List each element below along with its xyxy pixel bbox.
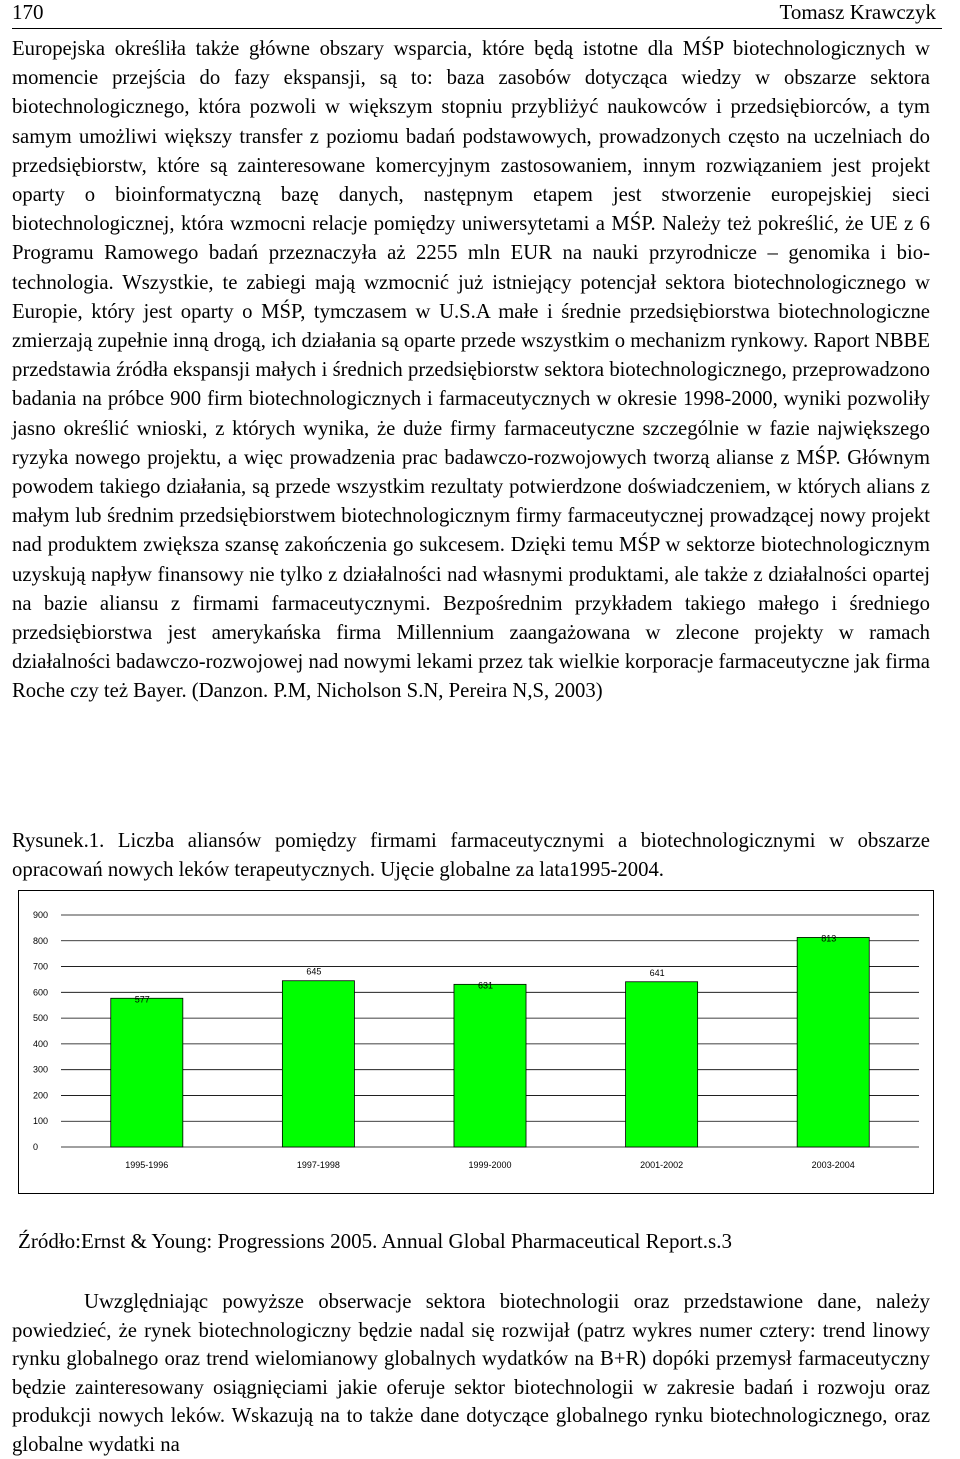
page-header <box>12 0 942 29</box>
y-tick-label: 300 <box>33 1064 49 1075</box>
y-tick-label: 0 <box>33 1142 39 1152</box>
bar-chart <box>18 890 934 1194</box>
bar <box>626 982 698 1147</box>
x-tick-label: 2001-2002 <box>640 1160 684 1170</box>
x-tick-label: 1999-2000 <box>468 1160 512 1170</box>
body-paragraph: Uwzględniając powyższe obserwacje sektora biotechnologii oraz przedstawione dane, należy powiedzieć, że rynek biotechnologiczny będzie nadal się rozwijał (patrz wykres numer cztery: trend linowy rynku globalnego oraz trend wielomianowy globalnych wydatków na B+R) dopóki przemysł farmaceutyczny będzie zainteresowany osiągnięciami jakie oferuje sektor biotechnologii w zakresie badań i rozwoju oraz produkcji nowych leków. Wskazują na to także dane dotyczące globalnego rynku biotechnologicznego, oraz globalne wydatki na <box>12 1291 930 1456</box>
y-tick-label: 400 <box>33 1038 49 1049</box>
y-tick-label: 100 <box>33 1116 49 1127</box>
bar-value-label: 577 <box>134 994 150 1005</box>
figure-caption: Rysunek.1. Liczba aliansów pomiędzy firmami farmaceutycznymi a biotechnologicznymi w obszarze opracowań nowych leków terapeutycznych. Ujęcie globalne za lata1995-2004. <box>12 830 930 882</box>
figure-source: Źródło:Ernst & Young: Progressions 2005. Annual Global Pharmaceutical Report.s.3 <box>18 1229 732 1253</box>
y-tick-label: 600 <box>33 987 49 998</box>
bar <box>111 998 183 1147</box>
y-tick-label: 900 <box>33 910 49 920</box>
bar-value-label: 645 <box>306 966 322 977</box>
bar <box>797 937 869 1147</box>
running-head-author: Tomasz Krawczyk <box>779 0 936 24</box>
x-tick-label: 1997-1998 <box>296 1160 340 1170</box>
bar <box>282 981 354 1147</box>
bar <box>454 984 526 1147</box>
x-tick-label: 1995-1996 <box>125 1160 169 1170</box>
y-tick-label: 800 <box>33 935 49 946</box>
y-tick-label: 700 <box>33 961 49 972</box>
body-paragraph: Europejska określiła także główne obszary wsparcia, które będą istotne dla MŚP biotechnologicznych w momencie przejścia do fazy ekspansji, są to: baza zasobów dotycząca wiedzy w obszarze sektora biotechnologicznego, która pozwoli w większym stopniu przybliżyć naukowców i przedsiębiorców, a tym samym umożliwi większy transfer z poziomu badań podstawowych, prowadzonych często na uczelniach do przedsiębiorstw, które są zainteresowane komercyjnym zastosowaniem, innym rozwiązaniem jest projekt oparty o bioinformatyczną bazę danych, następnym etapem jest stworzenie europejskiej sieci biotechnologicznej, która wzmocni relacje pomiędzy uniwersytetami a MŚP. Należy też pokreślić, że UE z 6 Programu Ramowego badań przeznaczyła aż 2255 mln EUR na nauki przyrodnicze – genomika i biotechnologia. Wszystkie, te zabiegi mają wzmocnić już istniejący potencjał sektora biotechnologicznego w Europie, który jest oparty o MŚP, tymczasem w U.S.A małe i średnie przedsiębiorstwa biotechnologiczne zmierzają zupełnie inną drogą, ich działania są oparte przede wszystkim o mechanizm rynkowy. Raport NBBE przedstawia źródła ekspansji małych i średnich przedsiębiorstw sektora biotechnologicznego, przeprowadzono badania na próbce 900 firm biotechnologicznych i farmaceutycznych w okresie 1998-2000, wyniki pozwoliły jasno określić wnioski, z których wynika, że duże firmy farmaceutyczne szczególnie w fazie największego ryzyka nowego projektu, a więc prowadzenia prac badawczo-rozwojowych tworzą alianse z MŚP. Głównym powodem takiego działania, są przede wszystkim rezultaty potwierdzone doświadczeniem, w których alians z małym lub średnim przedsiębiorstwem biotechnologicznym firmy farmaceutycznej prowadzącej nowy projekt nad produktem zwiększa szansę zakończenia go sukcesem. Dzięki temu MŚP w sektorze biotechnologicznym uzyskują napływ finansowy nie tylko z działalności nad własnymi produktami, ale także z działalności opartej na bazie aliansu z firmami farmaceutycznymi. Bezpośrednim przykładem takiego małego i średniego przedsiębiorstwa jest amerykańska firma Millennium zaangażowana w zlecone projekty w ramach działalności badawczo-rozwojowej nad nowymi lekami przez tak wielkie korporacje farmaceutyczne jak firma Roche czy też Bayer. (Danzon. P.M, Nicholson S.N, Pereira N,S, 2003) <box>12 38 930 703</box>
page-number: 170 <box>12 0 44 24</box>
y-tick-label: 200 <box>33 1090 49 1101</box>
y-tick-label: 500 <box>33 1013 49 1024</box>
bar-value-label: 631 <box>478 980 494 991</box>
x-tick-label: 2003-2004 <box>811 1160 855 1170</box>
bar-value-label: 641 <box>649 967 665 978</box>
bar-chart-svg <box>19 891 933 1193</box>
bar-value-label: 813 <box>821 933 837 944</box>
